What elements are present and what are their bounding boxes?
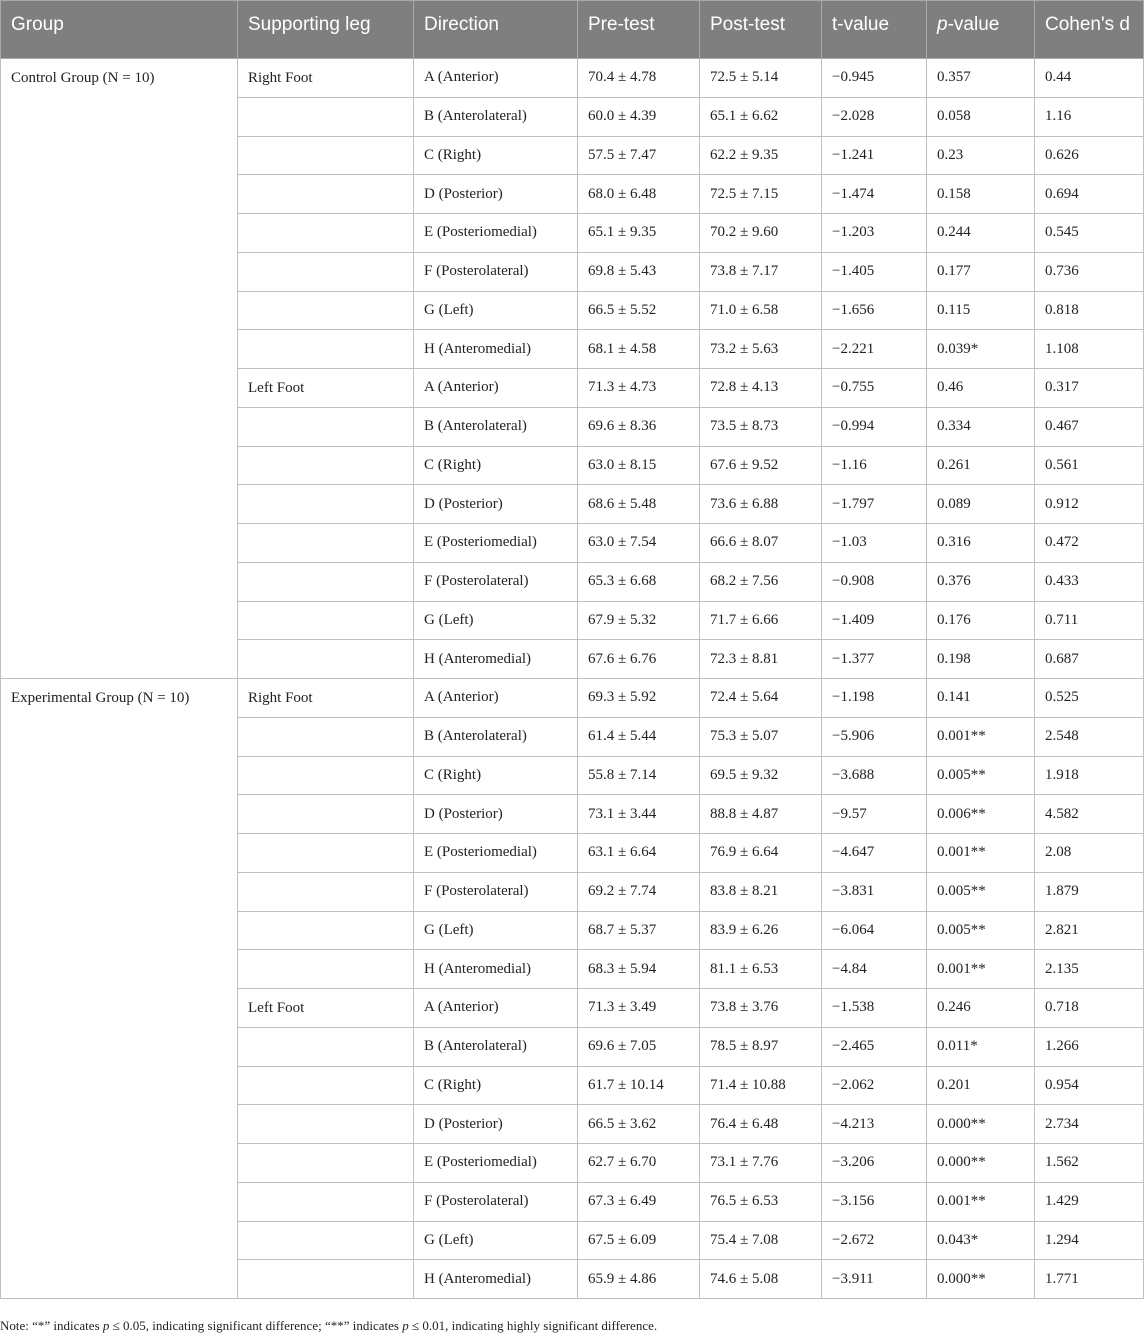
cell-direction: G (Left) [414,601,578,640]
cell-p-value: 0.006** [927,795,1035,834]
header-p-value: p-value [927,1,1035,59]
cell-t-value: −1.377 [822,640,927,679]
cell-cohens-d: 0.736 [1035,252,1144,291]
cell-post-test: 67.6 ± 9.52 [700,446,822,485]
cell-cohens-d: 2.135 [1035,950,1144,989]
cell-post-test: 72.3 ± 8.81 [700,640,822,679]
cell-direction: B (Anterolateral) [414,1027,578,1066]
cell-cohens-d: 0.818 [1035,291,1144,330]
cell-supporting-leg [238,446,414,485]
cell-cohens-d: 0.694 [1035,175,1144,214]
cell-direction: E (Posteriomedial) [414,214,578,253]
cell-direction: E (Posteriomedial) [414,834,578,873]
cell-pre-test: 71.3 ± 4.73 [578,369,700,408]
header-t-value: t-value [822,1,927,59]
cell-pre-test: 67.5 ± 6.09 [578,1221,700,1260]
cell-p-value: 0.000** [927,1260,1035,1299]
cell-supporting-leg [238,1221,414,1260]
cell-direction: C (Right) [414,756,578,795]
cell-direction: F (Posterolateral) [414,562,578,601]
cell-post-test: 71.0 ± 6.58 [700,291,822,330]
cell-direction: C (Right) [414,1066,578,1105]
cell-t-value: −1.405 [822,252,927,291]
table-note: Note: “*” indicates p ≤ 0.05, indicating significant difference; “**” indicates p ≤ 0.01, indicating highly significant difference. [0,1318,658,1333]
cell-t-value: −3.911 [822,1260,927,1299]
cell-cohens-d: 0.626 [1035,136,1144,175]
cell-pre-test: 66.5 ± 3.62 [578,1105,700,1144]
cell-direction: A (Anterior) [414,59,578,98]
cell-post-test: 76.9 ± 6.64 [700,834,822,873]
cell-pre-test: 68.3 ± 5.94 [578,950,700,989]
cell-cohens-d: 0.44 [1035,59,1144,98]
cell-direction: D (Posterior) [414,485,578,524]
cell-supporting-leg [238,911,414,950]
cell-pre-test: 63.0 ± 8.15 [578,446,700,485]
cell-p-value: 0.46 [927,369,1035,408]
cell-p-value: 0.115 [927,291,1035,330]
cell-cohens-d: 1.562 [1035,1144,1144,1183]
cell-p-value: 0.177 [927,252,1035,291]
cell-post-test: 68.2 ± 7.56 [700,562,822,601]
cell-p-value: 0.158 [927,175,1035,214]
cell-p-value: 0.261 [927,446,1035,485]
cell-pre-test: 65.1 ± 9.35 [578,214,700,253]
cell-pre-test: 69.3 ± 5.92 [578,679,700,718]
cell-cohens-d: 0.467 [1035,407,1144,446]
cell-t-value: −0.755 [822,369,927,408]
cell-cohens-d: 1.266 [1035,1027,1144,1066]
cell-post-test: 73.6 ± 6.88 [700,485,822,524]
cell-pre-test: 69.6 ± 8.36 [578,407,700,446]
header-supporting-leg: Supporting leg [238,1,414,59]
cell-cohens-d: 0.525 [1035,679,1144,718]
cell-t-value: −2.221 [822,330,927,369]
cell-supporting-leg [238,1027,414,1066]
cell-p-value: 0.043* [927,1221,1035,1260]
cell-t-value: −0.908 [822,562,927,601]
cell-t-value: −2.062 [822,1066,927,1105]
cell-pre-test: 68.6 ± 5.48 [578,485,700,524]
cell-supporting-leg [238,756,414,795]
cell-post-test: 73.1 ± 7.76 [700,1144,822,1183]
cell-p-value: 0.141 [927,679,1035,718]
cell-pre-test: 68.1 ± 4.58 [578,330,700,369]
cell-direction: C (Right) [414,136,578,175]
cell-pre-test: 65.9 ± 4.86 [578,1260,700,1299]
cell-direction: D (Posterior) [414,175,578,214]
cell-post-test: 62.2 ± 9.35 [700,136,822,175]
cell-p-value: 0.357 [927,59,1035,98]
cell-post-test: 83.8 ± 8.21 [700,872,822,911]
cell-p-value: 0.005** [927,756,1035,795]
cell-direction: F (Posterolateral) [414,252,578,291]
cell-direction: E (Posteriomedial) [414,1144,578,1183]
cell-supporting-leg [238,795,414,834]
cell-p-value: 0.334 [927,407,1035,446]
cell-supporting-leg [238,330,414,369]
cell-cohens-d: 1.771 [1035,1260,1144,1299]
cell-t-value: −1.797 [822,485,927,524]
cell-t-value: −3.831 [822,872,927,911]
cell-cohens-d: 4.582 [1035,795,1144,834]
cell-pre-test: 73.1 ± 3.44 [578,795,700,834]
cell-cohens-d: 2.821 [1035,911,1144,950]
cell-cohens-d: 0.472 [1035,524,1144,563]
cell-direction: B (Anterolateral) [414,97,578,136]
cell-post-test: 69.5 ± 9.32 [700,756,822,795]
cell-direction: A (Anterior) [414,679,578,718]
cell-p-value: 0.001** [927,834,1035,873]
cell-p-value: 0.039* [927,330,1035,369]
cell-direction: E (Posteriomedial) [414,524,578,563]
cell-t-value: −4.647 [822,834,927,873]
table-row [1,679,1144,718]
cell-post-test: 75.3 ± 5.07 [700,717,822,756]
cell-cohens-d: 1.429 [1035,1182,1144,1221]
cell-pre-test: 69.2 ± 7.74 [578,872,700,911]
cell-p-value: 0.316 [927,524,1035,563]
cell-supporting-leg [238,524,414,563]
cell-pre-test: 61.4 ± 5.44 [578,717,700,756]
cell-p-value: 0.001** [927,717,1035,756]
cell-pre-test: 62.7 ± 6.70 [578,1144,700,1183]
cell-supporting-leg: Right Foot [238,59,414,98]
cell-t-value: −3.206 [822,1144,927,1183]
cell-p-value: 0.201 [927,1066,1035,1105]
header-group: Group [1,1,238,59]
cell-post-test: 76.5 ± 6.53 [700,1182,822,1221]
cell-pre-test: 67.6 ± 6.76 [578,640,700,679]
cell-supporting-leg [238,717,414,756]
cell-pre-test: 65.3 ± 6.68 [578,562,700,601]
cell-p-value: 0.001** [927,1182,1035,1221]
cell-supporting-leg [238,1144,414,1183]
cell-t-value: −1.656 [822,291,927,330]
cell-supporting-leg [238,1105,414,1144]
cell-p-value: 0.005** [927,911,1035,950]
cell-p-value: 0.001** [927,950,1035,989]
cell-p-value: 0.005** [927,872,1035,911]
cell-post-test: 66.6 ± 8.07 [700,524,822,563]
cell-supporting-leg [238,562,414,601]
cell-post-test: 76.4 ± 6.48 [700,1105,822,1144]
cell-t-value: −1.474 [822,175,927,214]
cell-direction: H (Anteromedial) [414,330,578,369]
cell-t-value: −2.672 [822,1221,927,1260]
cell-cohens-d: 1.16 [1035,97,1144,136]
cell-pre-test: 63.1 ± 6.64 [578,834,700,873]
cell-post-test: 70.2 ± 9.60 [700,214,822,253]
cell-direction: B (Anterolateral) [414,407,578,446]
cell-group: Control Group (N = 10) [1,59,238,679]
cell-pre-test: 67.3 ± 6.49 [578,1182,700,1221]
cell-direction: C (Right) [414,446,578,485]
cell-direction: F (Posterolateral) [414,872,578,911]
cell-p-value: 0.246 [927,989,1035,1028]
cell-pre-test: 61.7 ± 10.14 [578,1066,700,1105]
cell-supporting-leg [238,1066,414,1105]
cell-t-value: −1.16 [822,446,927,485]
cell-direction: H (Anteromedial) [414,1260,578,1299]
cell-post-test: 65.1 ± 6.62 [700,97,822,136]
cell-supporting-leg [238,136,414,175]
cell-t-value: −2.465 [822,1027,927,1066]
cell-direction: G (Left) [414,911,578,950]
cell-supporting-leg [238,252,414,291]
cell-cohens-d: 0.433 [1035,562,1144,601]
cell-cohens-d: 0.954 [1035,1066,1144,1105]
cell-pre-test: 70.4 ± 4.78 [578,59,700,98]
cell-pre-test: 67.9 ± 5.32 [578,601,700,640]
cell-cohens-d: 2.734 [1035,1105,1144,1144]
cell-post-test: 72.8 ± 4.13 [700,369,822,408]
cell-pre-test: 55.8 ± 7.14 [578,756,700,795]
cell-post-test: 72.5 ± 7.15 [700,175,822,214]
cell-p-value: 0.244 [927,214,1035,253]
cell-p-value: 0.058 [927,97,1035,136]
cell-p-value: 0.176 [927,601,1035,640]
cell-supporting-leg [238,175,414,214]
header-row [1,1,1144,59]
cell-direction: F (Posterolateral) [414,1182,578,1221]
header-post-test: Post-test [700,1,822,59]
cell-cohens-d: 0.711 [1035,601,1144,640]
cell-p-value: 0.376 [927,562,1035,601]
cell-t-value: −6.064 [822,911,927,950]
cell-group: Experimental Group (N = 10) [1,679,238,1299]
cell-direction: H (Anteromedial) [414,640,578,679]
header-direction: Direction [414,1,578,59]
cell-p-value: 0.089 [927,485,1035,524]
cell-cohens-d: 2.548 [1035,717,1144,756]
cell-post-test: 73.8 ± 3.76 [700,989,822,1028]
cell-p-value: 0.011* [927,1027,1035,1066]
cell-post-test: 74.6 ± 5.08 [700,1260,822,1299]
cell-t-value: −2.028 [822,97,927,136]
cell-supporting-leg [238,1182,414,1221]
cell-post-test: 73.5 ± 8.73 [700,407,822,446]
cell-cohens-d: 0.718 [1035,989,1144,1028]
cell-p-value: 0.23 [927,136,1035,175]
cell-post-test: 73.8 ± 7.17 [700,252,822,291]
cell-t-value: −1.241 [822,136,927,175]
cell-cohens-d: 0.317 [1035,369,1144,408]
cell-supporting-leg [238,214,414,253]
cell-supporting-leg: Left Foot [238,989,414,1028]
cell-cohens-d: 1.879 [1035,872,1144,911]
cell-supporting-leg [238,601,414,640]
cell-post-test: 83.9 ± 6.26 [700,911,822,950]
cell-t-value: −1.203 [822,214,927,253]
table-row [1,59,1144,98]
cell-supporting-leg [238,950,414,989]
cell-t-value: −1.198 [822,679,927,718]
cell-cohens-d: 2.08 [1035,834,1144,873]
table-body [1,59,1144,1299]
cell-t-value: −0.945 [822,59,927,98]
cell-direction: D (Posterior) [414,1105,578,1144]
cell-p-value: 0.000** [927,1144,1035,1183]
cell-direction: A (Anterior) [414,989,578,1028]
cell-direction: A (Anterior) [414,369,578,408]
cell-t-value: −4.213 [822,1105,927,1144]
cell-pre-test: 57.5 ± 7.47 [578,136,700,175]
cell-cohens-d: 1.108 [1035,330,1144,369]
cell-t-value: −3.156 [822,1182,927,1221]
cell-direction: G (Left) [414,1221,578,1260]
cell-t-value: −5.906 [822,717,927,756]
cell-t-value: −9.57 [822,795,927,834]
cell-post-test: 71.4 ± 10.88 [700,1066,822,1105]
cell-pre-test: 68.7 ± 5.37 [578,911,700,950]
cell-cohens-d: 0.561 [1035,446,1144,485]
cell-post-test: 81.1 ± 6.53 [700,950,822,989]
cell-supporting-leg [238,640,414,679]
header-cohens-d: Cohen's d [1035,1,1144,59]
cell-supporting-leg [238,291,414,330]
cell-cohens-d: 1.918 [1035,756,1144,795]
cell-t-value: −1.03 [822,524,927,563]
cell-supporting-leg [238,834,414,873]
cell-supporting-leg: Right Foot [238,679,414,718]
cell-t-value: −3.688 [822,756,927,795]
cell-pre-test: 60.0 ± 4.39 [578,97,700,136]
cell-supporting-leg [238,485,414,524]
cell-supporting-leg [238,1260,414,1299]
cell-t-value: −1.409 [822,601,927,640]
cell-pre-test: 71.3 ± 3.49 [578,989,700,1028]
cell-t-value: −4.84 [822,950,927,989]
cell-direction: D (Posterior) [414,795,578,834]
header-pre-test: Pre-test [578,1,700,59]
cell-post-test: 72.4 ± 5.64 [700,679,822,718]
cell-cohens-d: 0.545 [1035,214,1144,253]
cell-supporting-leg: Left Foot [238,369,414,408]
cell-post-test: 75.4 ± 7.08 [700,1221,822,1260]
cell-post-test: 71.7 ± 6.66 [700,601,822,640]
cell-pre-test: 66.5 ± 5.52 [578,291,700,330]
cell-supporting-leg [238,407,414,446]
cell-cohens-d: 1.294 [1035,1221,1144,1260]
cell-post-test: 72.5 ± 5.14 [700,59,822,98]
cell-post-test: 73.2 ± 5.63 [700,330,822,369]
cell-pre-test: 68.0 ± 6.48 [578,175,700,214]
cell-supporting-leg [238,97,414,136]
cell-t-value: −1.538 [822,989,927,1028]
cell-t-value: −0.994 [822,407,927,446]
cell-pre-test: 63.0 ± 7.54 [578,524,700,563]
cell-direction: B (Anterolateral) [414,717,578,756]
cell-supporting-leg [238,872,414,911]
cell-cohens-d: 0.912 [1035,485,1144,524]
cell-pre-test: 69.8 ± 5.43 [578,252,700,291]
cell-p-value: 0.198 [927,640,1035,679]
cell-cohens-d: 0.687 [1035,640,1144,679]
cell-p-value: 0.000** [927,1105,1035,1144]
cell-direction: G (Left) [414,291,578,330]
cell-pre-test: 69.6 ± 7.05 [578,1027,700,1066]
cell-post-test: 88.8 ± 4.87 [700,795,822,834]
cell-post-test: 78.5 ± 8.97 [700,1027,822,1066]
cell-direction: H (Anteromedial) [414,950,578,989]
